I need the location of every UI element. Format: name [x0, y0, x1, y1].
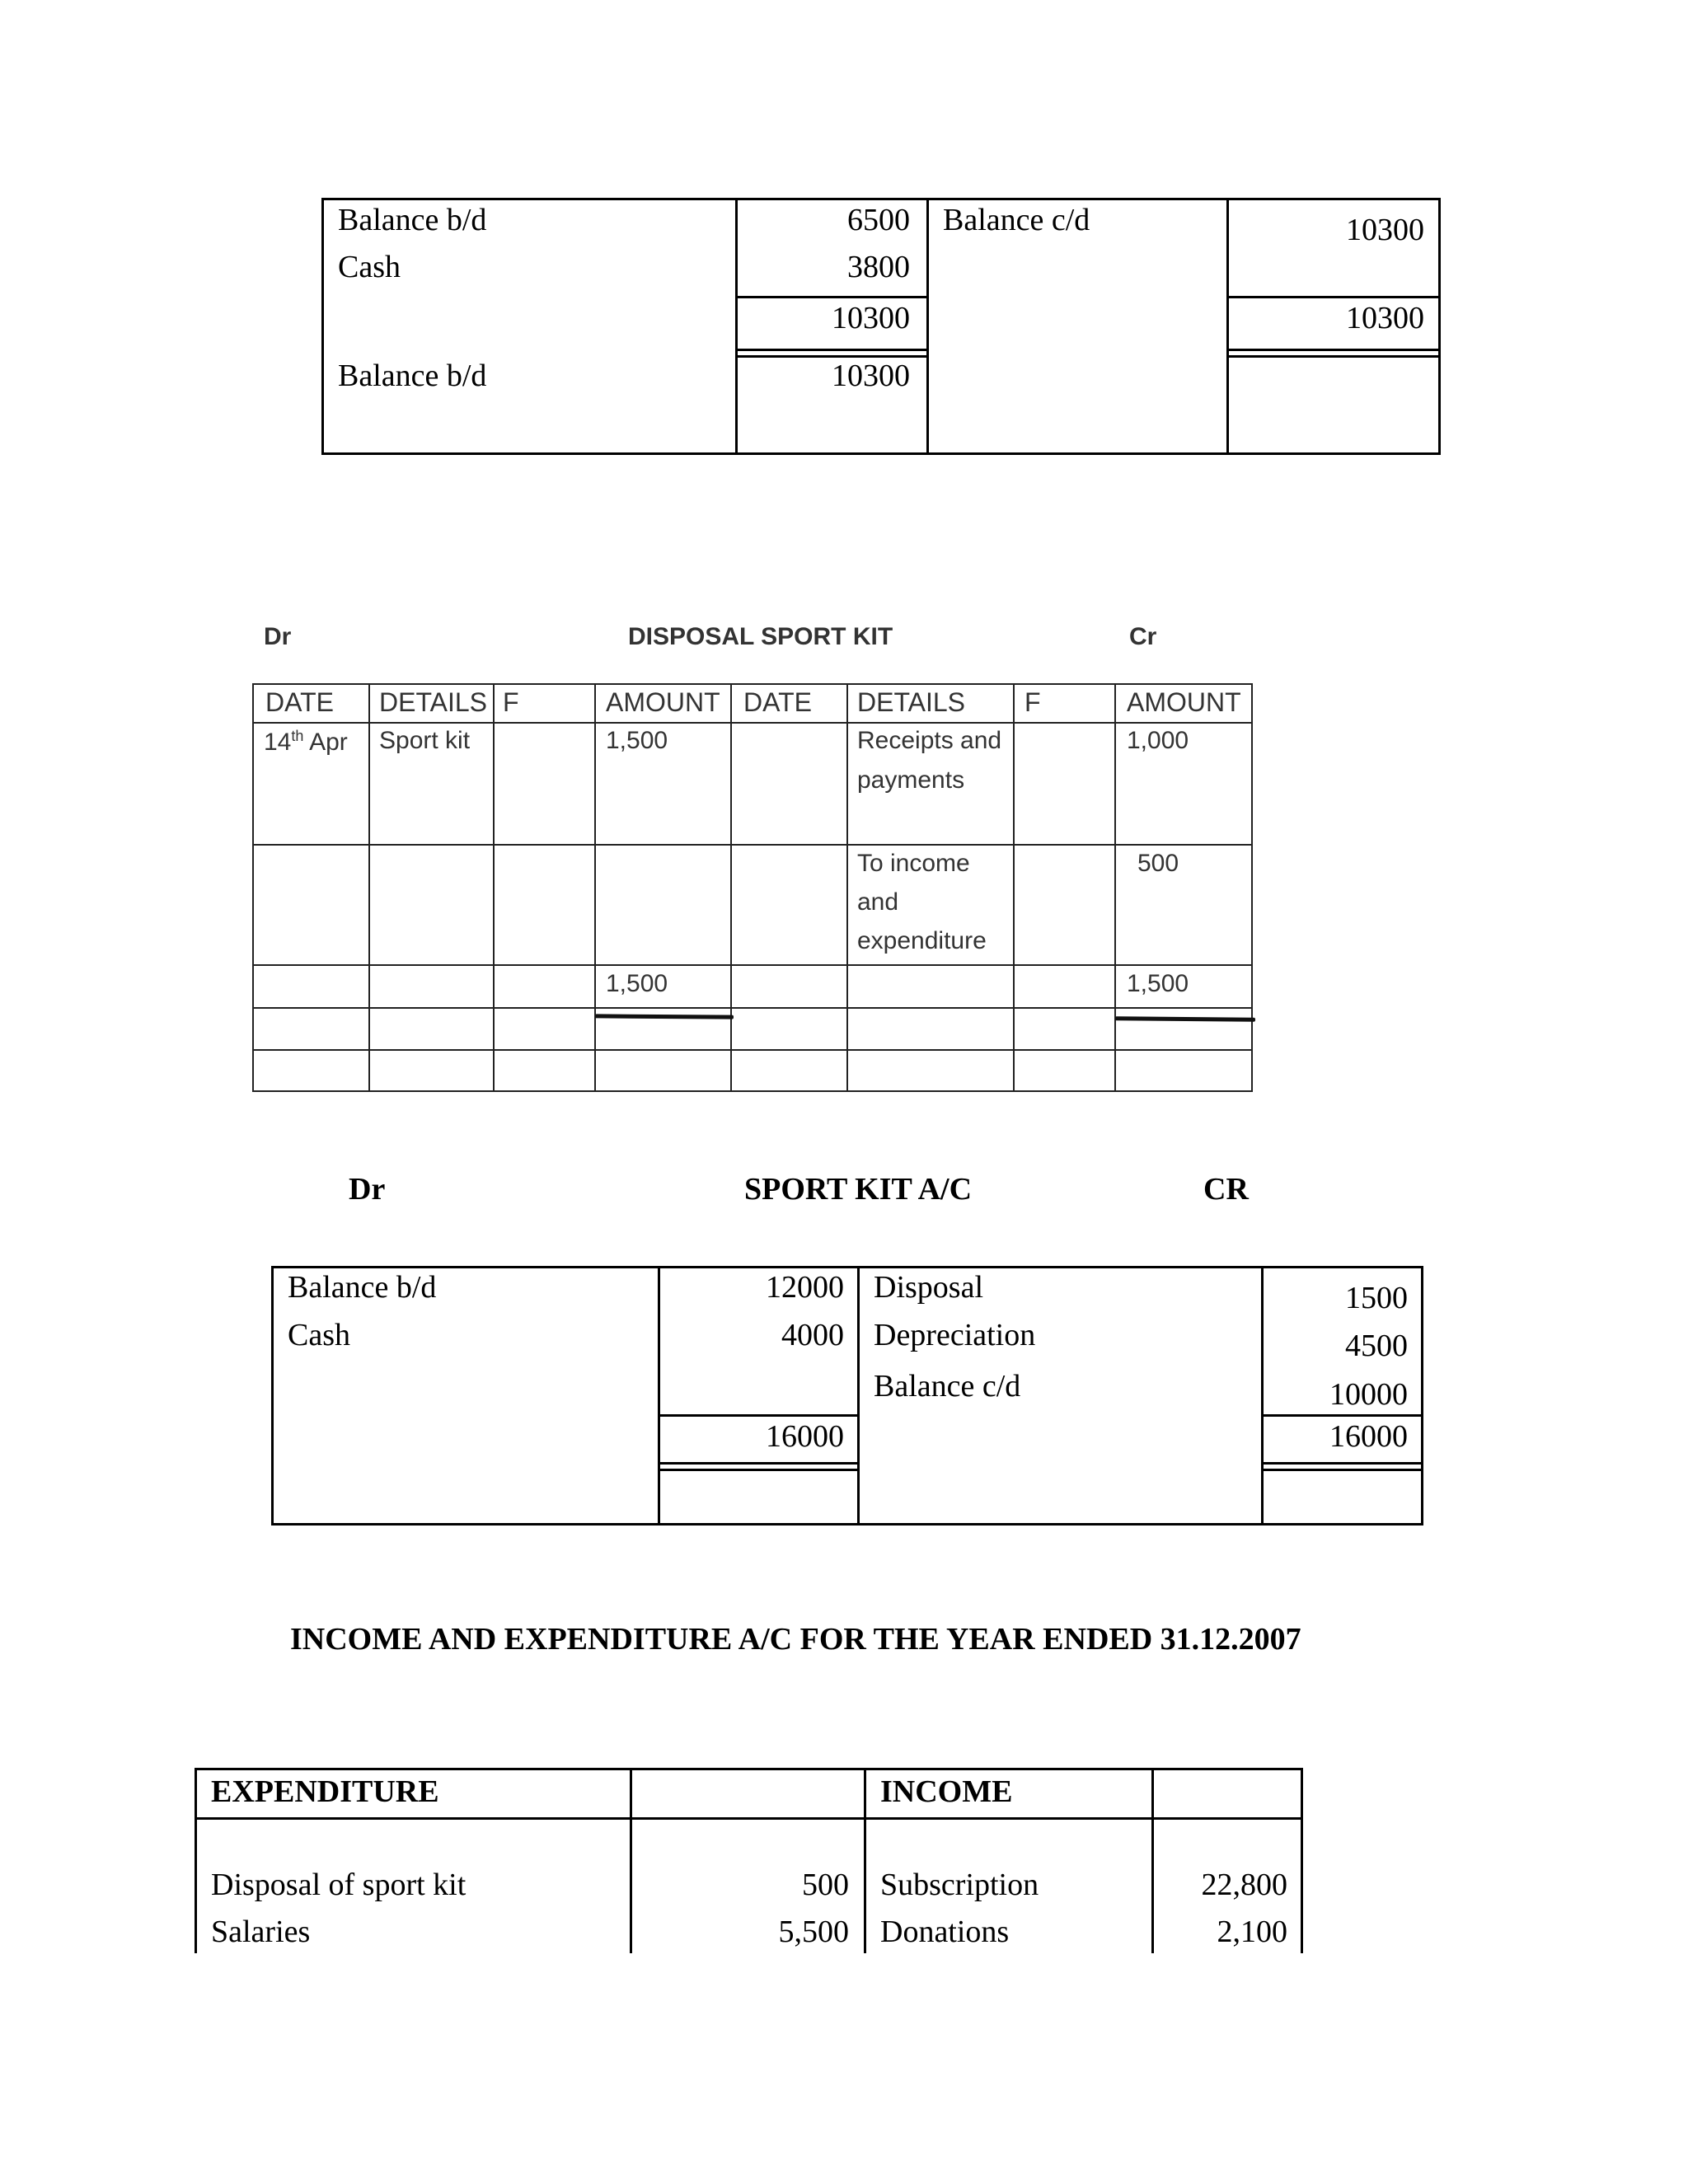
ie-income-header: INCOME — [880, 1774, 1013, 1809]
sportkit-dr-details-2: Cash — [288, 1318, 350, 1352]
sportkit-cr-label: CR — [1203, 1172, 1249, 1207]
ie-col-line-2 — [630, 1768, 632, 1953]
sportkit-cr-amount-3: 10000 — [1329, 1377, 1408, 1412]
disposal-total-cr: 1,500 — [1127, 970, 1189, 997]
disposal-row2-cr-details-1: To income — [857, 850, 970, 877]
ledger-top-divider-1 — [735, 198, 738, 455]
disposal-row1-date-month: Apr — [303, 729, 348, 756]
sportkit-cr-details-3: Balance c/d — [874, 1369, 1021, 1404]
ie-exp-details-1: Disposal of sport kit — [211, 1868, 467, 1902]
ie-col-line-1 — [195, 1768, 197, 1953]
ledger-top-cr-total-top-line — [1226, 296, 1441, 298]
disposal-grid-col — [252, 683, 254, 1092]
sportkit-cr-details-1: Disposal — [874, 1270, 983, 1305]
disposal-title: DISPOSAL SPORT KIT — [628, 623, 893, 650]
sportkit-cr-total-top-line — [1261, 1414, 1423, 1417]
ie-exp-amount-2: 5,500 — [778, 1915, 849, 1949]
ledger-top-dr-total-bottom-line-2 — [735, 355, 929, 358]
disposal-row2-cr-details-3: expenditure — [857, 927, 987, 954]
disposal-header-folio-cr: F — [1025, 687, 1041, 717]
disposal-total-cr-underline — [1115, 1016, 1255, 1021]
disposal-row1-details: Sport kit — [379, 727, 471, 754]
ie-title: INCOME AND EXPENDITURE A/C FOR THE YEAR ENDED 31.12.2007 — [290, 1622, 1301, 1657]
ie-expenditure-header: EXPENDITURE — [211, 1774, 439, 1809]
disposal-header-amount-cr: AMOUNT — [1127, 687, 1241, 717]
ie-inc-details-2: Donations — [880, 1915, 1010, 1949]
ledger-top-cr-total-bottom-line-2 — [1226, 355, 1441, 358]
ledger-top-dr-total-bottom-line — [735, 349, 929, 351]
disposal-grid-col — [1114, 683, 1116, 1092]
disposal-grid-line — [252, 964, 1253, 966]
disposal-grid-line — [252, 1090, 1253, 1092]
sportkit-cr-amount-2: 4500 — [1345, 1329, 1408, 1363]
sportkit-cr-total: 16000 — [1329, 1419, 1408, 1454]
disposal-dr-label: Dr — [264, 623, 292, 650]
disposal-grid-col — [594, 683, 596, 1092]
sportkit-dr-details-1: Balance b/d — [288, 1270, 437, 1305]
sportkit-cr-amount-1: 1500 — [1345, 1281, 1408, 1315]
ie-inc-details-1: Subscription — [880, 1868, 1039, 1902]
sportkit-divider-3 — [1261, 1266, 1264, 1526]
disposal-row1-amount: 1,500 — [606, 727, 668, 754]
sportkit-dr-label: Dr — [349, 1172, 386, 1207]
ledger-top-dr-details-1: Balance b/d — [338, 203, 487, 237]
ledger-top-dr-total: 10300 — [832, 301, 910, 335]
disposal-grid-col — [730, 683, 732, 1092]
sportkit-cr-total-bottom-line-2 — [1261, 1469, 1423, 1471]
disposal-header-details: DETAILS — [379, 687, 487, 717]
sportkit-dr-amount-2: 4000 — [781, 1318, 844, 1352]
sportkit-frame — [271, 1266, 1423, 1526]
disposal-total-dr-underline — [595, 1014, 734, 1019]
disposal-total-dr: 1,500 — [606, 970, 668, 997]
disposal-row1-cr-details-1: Receipts and — [857, 727, 1002, 754]
disposal-header-details-cr: DETAILS — [857, 687, 965, 717]
sportkit-dr-total-bottom-line-2 — [658, 1469, 860, 1471]
sportkit-dr-amount-1: 12000 — [766, 1270, 844, 1305]
disposal-row1-date-day: 14 — [264, 729, 292, 756]
ie-header-line — [195, 1817, 1303, 1820]
ledger-top-divider-3 — [1226, 198, 1229, 455]
disposal-row1-date-sup: th — [291, 728, 304, 744]
disposal-grid-line — [252, 1007, 1253, 1009]
disposal-row1-date — [264, 729, 348, 755]
sportkit-dr-total-bottom-line — [658, 1462, 860, 1465]
disposal-row2-cr-amount: 500 — [1137, 850, 1179, 877]
sportkit-cr-details-2: Depreciation — [874, 1318, 1036, 1352]
ie-exp-amount-1: 500 — [802, 1868, 849, 1902]
ledger-top-divider-2 — [926, 198, 929, 455]
disposal-grid-line — [252, 844, 1253, 846]
disposal-grid-line — [252, 1049, 1253, 1051]
disposal-row1-cr-details-2: payments — [857, 766, 965, 794]
ledger-top-cr-amount-1: 10300 — [1346, 213, 1424, 247]
sportkit-dr-total-top-line — [658, 1414, 860, 1417]
ledger-top-cr-details-1: Balance c/d — [943, 203, 1090, 237]
ie-inc-amount-2: 2,100 — [1217, 1915, 1287, 1949]
disposal-grid-line — [252, 722, 1253, 724]
disposal-grid-col — [1013, 683, 1015, 1092]
ledger-top-dr-bd-amount: 10300 — [832, 359, 910, 393]
disposal-grid-col — [1251, 683, 1253, 1092]
sportkit-cr-total-bottom-line — [1261, 1462, 1423, 1465]
ie-col-line-4 — [1151, 1768, 1154, 1953]
disposal-header-amount: AMOUNT — [606, 687, 720, 717]
sportkit-title: SPORT KIT A/C — [744, 1172, 973, 1207]
disposal-grid-col — [493, 683, 495, 1092]
disposal-grid-col — [368, 683, 370, 1092]
disposal-header-date-cr: DATE — [743, 687, 812, 717]
sportkit-divider-1 — [658, 1266, 660, 1526]
ie-col-line-5 — [1301, 1768, 1303, 1953]
disposal-row2-cr-details-2: and — [857, 888, 899, 916]
ledger-top-dr-amount-2: 3800 — [847, 250, 910, 284]
ledger-top-dr-total-top-line — [735, 296, 929, 298]
disposal-row1-cr-amount: 1,000 — [1127, 727, 1189, 754]
disposal-grid-col — [846, 683, 848, 1092]
sportkit-divider-2 — [857, 1266, 860, 1526]
ledger-top-dr-bd-details: Balance b/d — [338, 359, 487, 393]
disposal-header-date: DATE — [265, 687, 334, 717]
ledger-top-cr-total-bottom-line — [1226, 349, 1441, 351]
ledger-top-cr-total: 10300 — [1346, 301, 1424, 335]
ie-exp-details-2: Salaries — [211, 1915, 311, 1949]
disposal-header-folio: F — [503, 687, 519, 717]
ie-col-line-3 — [864, 1768, 866, 1953]
disposal-grid-line — [252, 683, 1253, 685]
disposal-cr-label: Cr — [1129, 623, 1157, 650]
ledger-top-dr-amount-1: 6500 — [847, 203, 910, 237]
ie-inc-amount-1: 22,800 — [1201, 1868, 1287, 1902]
sportkit-dr-total: 16000 — [766, 1419, 844, 1454]
ledger-top-dr-details-2: Cash — [338, 250, 401, 284]
ie-top-line — [195, 1768, 1303, 1770]
